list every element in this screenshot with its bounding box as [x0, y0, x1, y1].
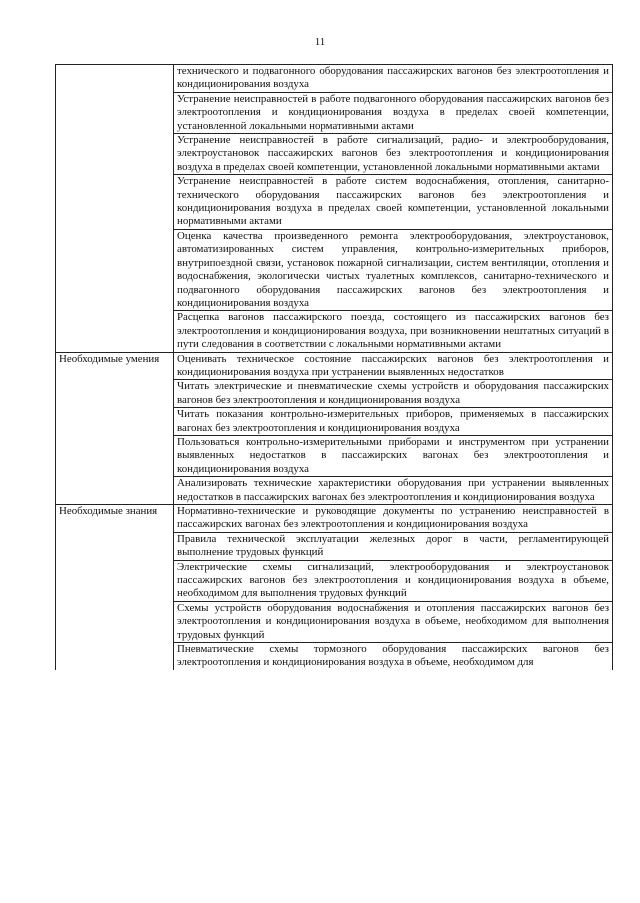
table-row: [56, 229, 613, 310]
row-label: [56, 408, 174, 436]
row-text: Читать показания контрольно-измерительных приборов, применяемых в пассажирских вагонах без электроотопления и кондиционирования воздуха: [174, 408, 613, 436]
table-row: [56, 311, 613, 352]
row-label: [56, 532, 174, 560]
table-row: [56, 532, 613, 560]
table-row: [56, 408, 613, 436]
row-label: [56, 229, 174, 310]
row-text: Устранение неисправностей в работе сигнализаций, радио- и электрооборудования, электроустановок пассажирских вагонов без электроотопления и кондиционирования воздуха в пределах своей компетенции, установленной локальными нормативными актами: [174, 134, 613, 175]
row-text: Читать электрические и пневматические схемы устройств и оборудования пассажирских вагонов без электроотопления и кондиционирования воздуха: [174, 380, 613, 408]
table-row: [56, 477, 613, 505]
row-label: [56, 601, 174, 642]
requirements-table: [55, 64, 613, 670]
table-row: [56, 352, 613, 380]
table-row: [56, 505, 613, 533]
table-row: [56, 92, 613, 133]
page-number: 11: [314, 36, 326, 48]
section-label-knowledge: Необходимые знания: [56, 505, 174, 533]
row-text: Электрические схемы сигнализаций, электрооборудования и электроустановок пассажирских вагонов без электроотопления и кондиционирования воздуха в объеме, необходимом для выполнения трудовых функций: [174, 560, 613, 601]
table-row: [56, 65, 613, 93]
row-label: [56, 92, 174, 133]
row-label: [56, 560, 174, 601]
table-row: [56, 601, 613, 642]
row-label: [56, 435, 174, 476]
row-label: [56, 477, 174, 505]
table-row: [56, 435, 613, 476]
table-row: [56, 134, 613, 175]
table-row: [56, 560, 613, 601]
table-row: [56, 175, 613, 230]
table-row: [56, 643, 613, 670]
row-label: [56, 380, 174, 408]
row-label: [56, 643, 174, 670]
row-label: [56, 65, 174, 93]
row-text: Нормативно-технические и руководящие документы по устранению неисправностей в пассажирских вагонах без электроотопления и кондиционирования воздуха: [174, 505, 613, 533]
row-text: Расцепка вагонов пассажирского поезда, состоящего из пассажирских вагонов без электроотопления и кондиционирования воздуха, при возникновении нештатных ситуаций в пути следования в соответствии с локальными нормативными актами: [174, 311, 613, 352]
row-text: Правила технической эксплуатации железных дорог в части, регламентирующей выполнение трудовых функций: [174, 532, 613, 560]
row-text: Пневматические схемы тормозного оборудования пассажирских вагонов без электроотопления и кондиционирования воздуха в объеме, необходимом для: [174, 643, 613, 670]
row-text: Оценка качества произведенного ремонта электрооборудования, электроустановок, автоматизированных систем управления, контрольно-измерительных приборов, внутрипоездной связи, установок пожарной сигнализации, систем вентиляции, отопления и водоснабжения, экологически чистых туалетных комплексов, санитарно-технического и подвагонного оборудования пассажирских вагонов без электроотопления и кондиционирования воздуха: [174, 229, 613, 310]
row-label: [56, 134, 174, 175]
row-text: Устранение неисправностей в работе подвагонного оборудования пассажирских вагонов без электроотопления и кондиционирования воздуха в пределах своей компетенции, установленной локальными нормативными актами: [174, 92, 613, 133]
row-text: Анализировать технические характеристики оборудования при устранении выявленных недостатков в пассажирских вагонах без электроотопления и кондиционирования воздуха: [174, 477, 613, 505]
row-text: Устранение неисправностей в работе систем водоснабжения, отопления, санитарно-технического оборудования пассажирских вагонов без электроотопления и кондиционирования воздуха в пределах своей компетенции, установленной локальными нормативными актами: [174, 175, 613, 230]
row-text: технического и подвагонного оборудования пассажирских вагонов без электроотопления и кондиционирования воздуха: [174, 65, 613, 93]
row-text: Оценивать техническое состояние пассажирских вагонов без электроотопления и кондиционирования воздуха при устранении выявленных недостатков: [174, 352, 613, 380]
section-label-skills: Необходимые умения: [56, 352, 174, 380]
row-label: [56, 311, 174, 352]
row-label: [56, 175, 174, 230]
table-row: [56, 380, 613, 408]
row-text: Схемы устройств оборудования водоснабжения и отопления пассажирских вагонов без электроотопления и кондиционирования воздуха в объеме, необходимом для выполнения трудовых функций: [174, 601, 613, 642]
row-text: Пользоваться контрольно-измерительными приборами и инструментом при устранении выявленных недостатков в пассажирских вагонах без электроотопления и кондиционирования воздуха: [174, 435, 613, 476]
